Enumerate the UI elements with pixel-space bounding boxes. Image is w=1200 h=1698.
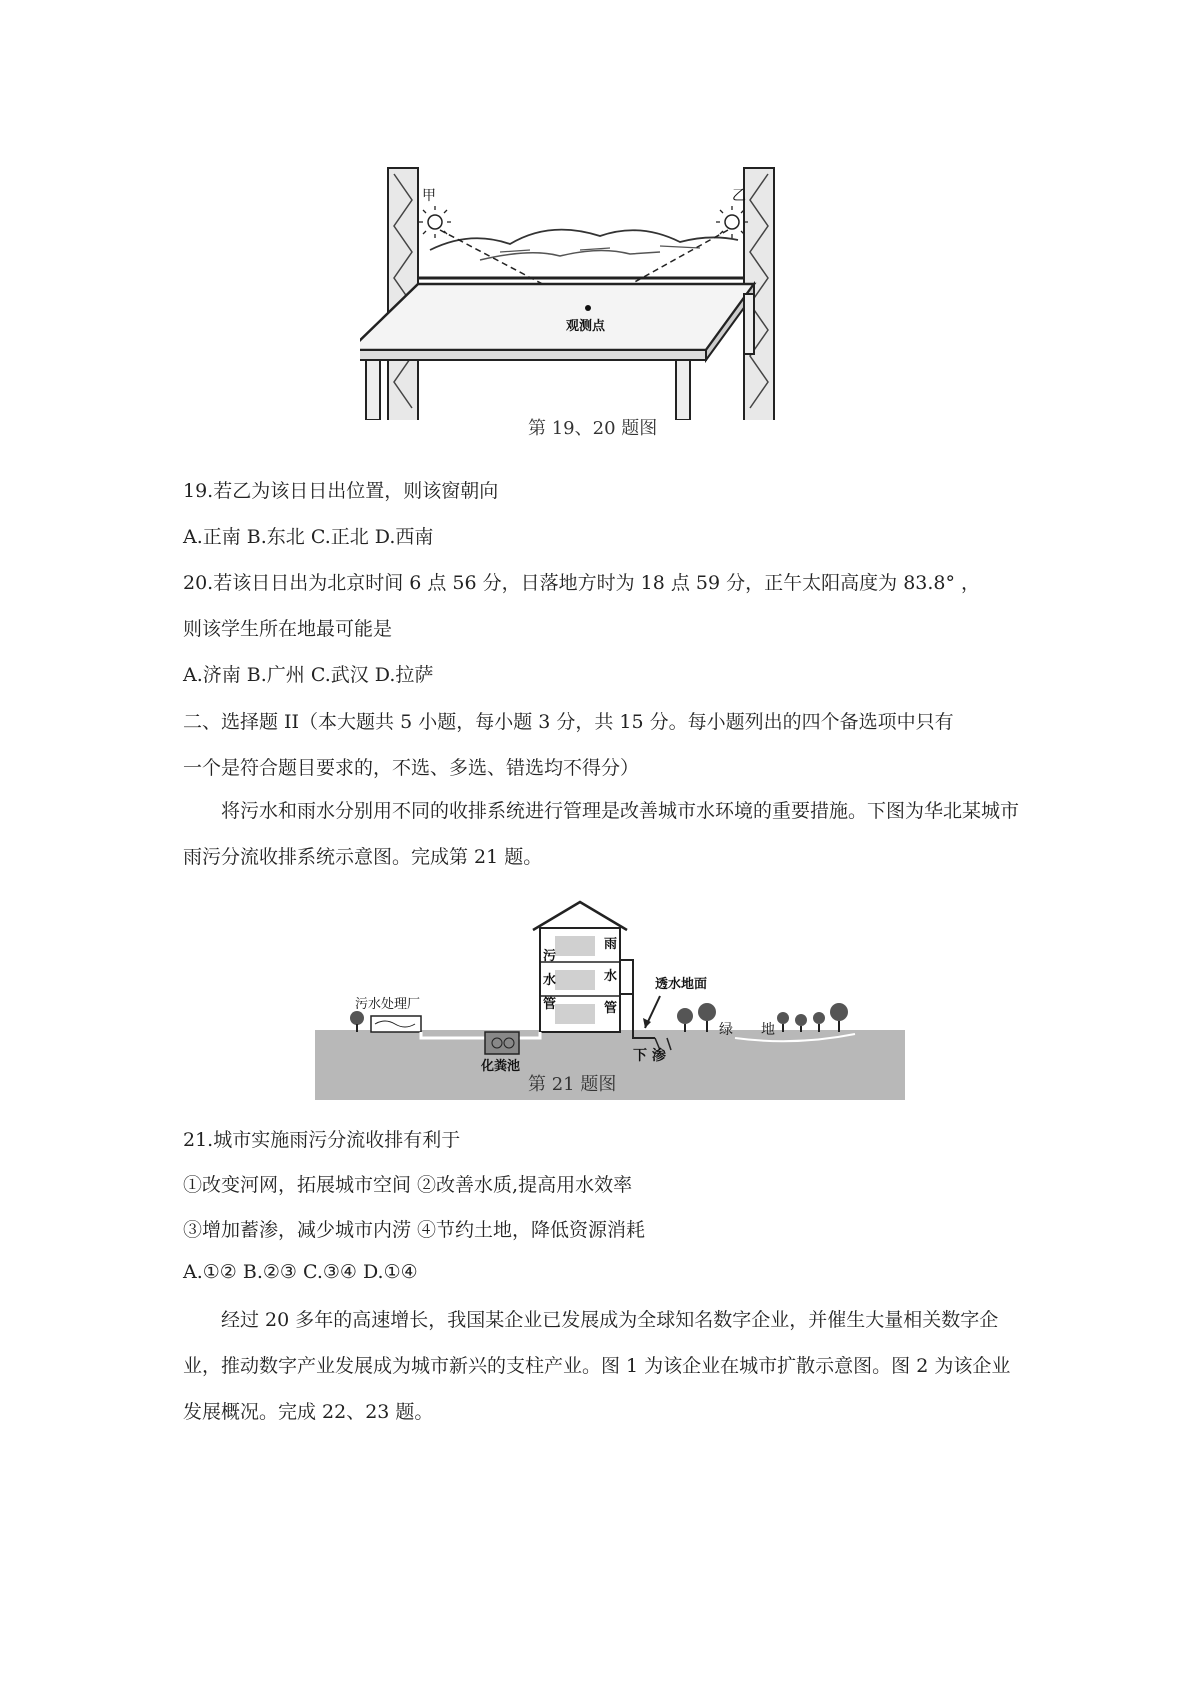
label-rain-pipe-1: 雨 — [604, 937, 618, 952]
q21-options: A.①② B.②③ C.③④ D.①④ — [183, 1261, 418, 1283]
label-sewage-pipe-3: 管 — [543, 997, 557, 1012]
label-sewage-pipe-2: 水 — [543, 973, 557, 988]
q22-intro: 经过 20 多年的高速增长，我国某企业已发展成为全球知名数字企业，并催生大量相关数字企业，推动数字产业发展成为城市新兴的支柱产业。图 1 为该企业在城市扩散示意图。图 2 为该企业发展概况。完成 22、23 题。 — [183, 1309, 1011, 1423]
label-yi: 乙 — [732, 188, 746, 204]
section2-line1: 二、选择题 II（本大题共 5 小题，每小题 3 分，共 15 分。每小题列出的四个备选项中只有 — [183, 711, 954, 733]
label-observation-point: 观测点 — [566, 319, 606, 334]
figure2-caption: 第 21 题图 — [528, 1074, 617, 1095]
q19-options: A.正南 B.东北 C.正北 D.西南 — [183, 526, 434, 548]
label-rain-pipe-2: 水 — [604, 969, 618, 984]
figure1-caption: 第 19、20 题图 — [528, 418, 658, 439]
window-desk-figure — [360, 160, 840, 420]
section2-line2: 一个是符合题目要求的，不选、多选、错选均不得分） — [183, 757, 640, 779]
q19-stem: 19.若乙为该日日出位置，则该窗朝向 — [183, 480, 499, 502]
label-green-space: 绿 地 — [719, 1022, 775, 1038]
label-permeable-ground: 透水地面 — [655, 977, 708, 992]
q20-stem-line1: 20.若该日日出为北京时间 6 点 56 分，日落地方时为 18 点 59 分，正午太阳高度为 83.8° ， — [183, 572, 981, 594]
label-septic-tank: 化粪池 — [481, 1059, 521, 1074]
q21-statements-2: ③增加蓄渗，减少城市内涝 ④节约土地，降低资源消耗 — [183, 1219, 646, 1241]
q20-options: A.济南 B.广州 C.武汉 D.拉萨 — [183, 664, 434, 686]
q21-statements-1: ①改变河网，拓展城市空间 ②改善水质,提高用水效率 — [183, 1174, 633, 1196]
label-jia: 甲 — [422, 188, 436, 204]
label-sewage-pipe-1: 污 — [543, 949, 557, 964]
q21-stem: 21.城市实施雨污分流收排有利于 — [183, 1129, 461, 1151]
label-rain-pipe-3: 管 — [604, 1001, 618, 1016]
label-seepage: 下 渗 — [633, 1048, 666, 1064]
q20-stem-line2: 则该学生所在地最可能是 — [183, 618, 393, 640]
q21-intro: 将污水和雨水分别用不同的收排系统进行管理是改善城市水环境的重要措施。下图为华北某城市雨污分流收排系统示意图。完成第 21 题。 — [183, 800, 1020, 868]
label-sewage-plant: 污水处理厂 — [355, 997, 421, 1012]
